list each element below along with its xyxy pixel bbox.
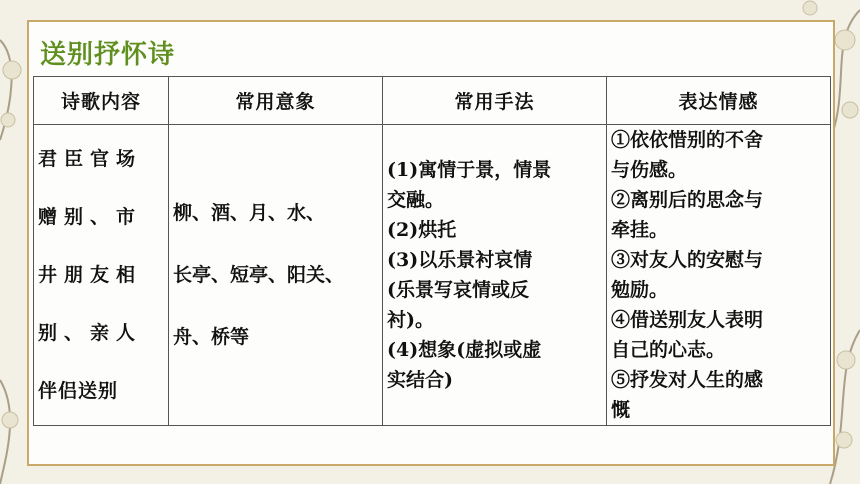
header-imagery: 常用意象 [169,77,383,125]
table-row [34,125,831,426]
content-line: 君臣官场 [38,148,143,170]
cell-emotion [607,125,831,426]
technique-line: (4)想象(虚拟或虚 [387,339,542,361]
technique-line: (3)以乐景衬哀情 [387,249,533,271]
emotion-line: ⑤抒发对人生的感 [611,369,764,391]
technique-line: (乐景写哀情或反 [387,279,529,301]
imagery-line: 长亭、短亭、阳关、 [173,264,345,286]
cell-technique [383,125,607,426]
imagery-line: 舟、桥等 [173,326,250,348]
emotion-line: 牵挂。 [611,219,669,241]
emotion-line: ①依依惜别的不舍 [611,129,764,151]
technique-line: (2)烘托 [387,219,457,241]
content-line: 别、亲人 [38,322,143,344]
header-content: 诗歌内容 [34,77,169,125]
technique-line: 交融。 [387,189,445,211]
poetry-table [33,76,831,426]
technique-line: (1)寓情于景，情景 [387,159,552,181]
emotion-line: ③对友人的安慰与 [611,249,764,271]
technique-line: 衬)。 [387,309,434,331]
technique-line: 实结合) [387,369,453,391]
cell-imagery [169,125,383,426]
emotion-line: 与伤感。 [611,159,688,181]
cell-content [34,125,169,426]
emotion-line: ④借送别友人表明 [611,309,764,331]
imagery-line: 柳、酒、月、水、 [173,202,326,224]
emotion-line: ②离别后的思念与 [611,189,764,211]
emotion-line: 慨 [611,399,631,421]
header-emotion: 表达情感 [607,77,831,125]
page-title: 送别抒怀诗 [40,40,176,70]
emotion-line: 勉励。 [611,279,669,301]
table-header-row [34,77,831,125]
content-line: 井朋友相 [38,264,143,286]
content-line: 伴侣送别 [38,380,119,402]
emotion-line: 自己的心志。 [611,339,726,361]
header-technique: 常用手法 [383,77,607,125]
content-line: 赠别、市 [38,206,143,228]
